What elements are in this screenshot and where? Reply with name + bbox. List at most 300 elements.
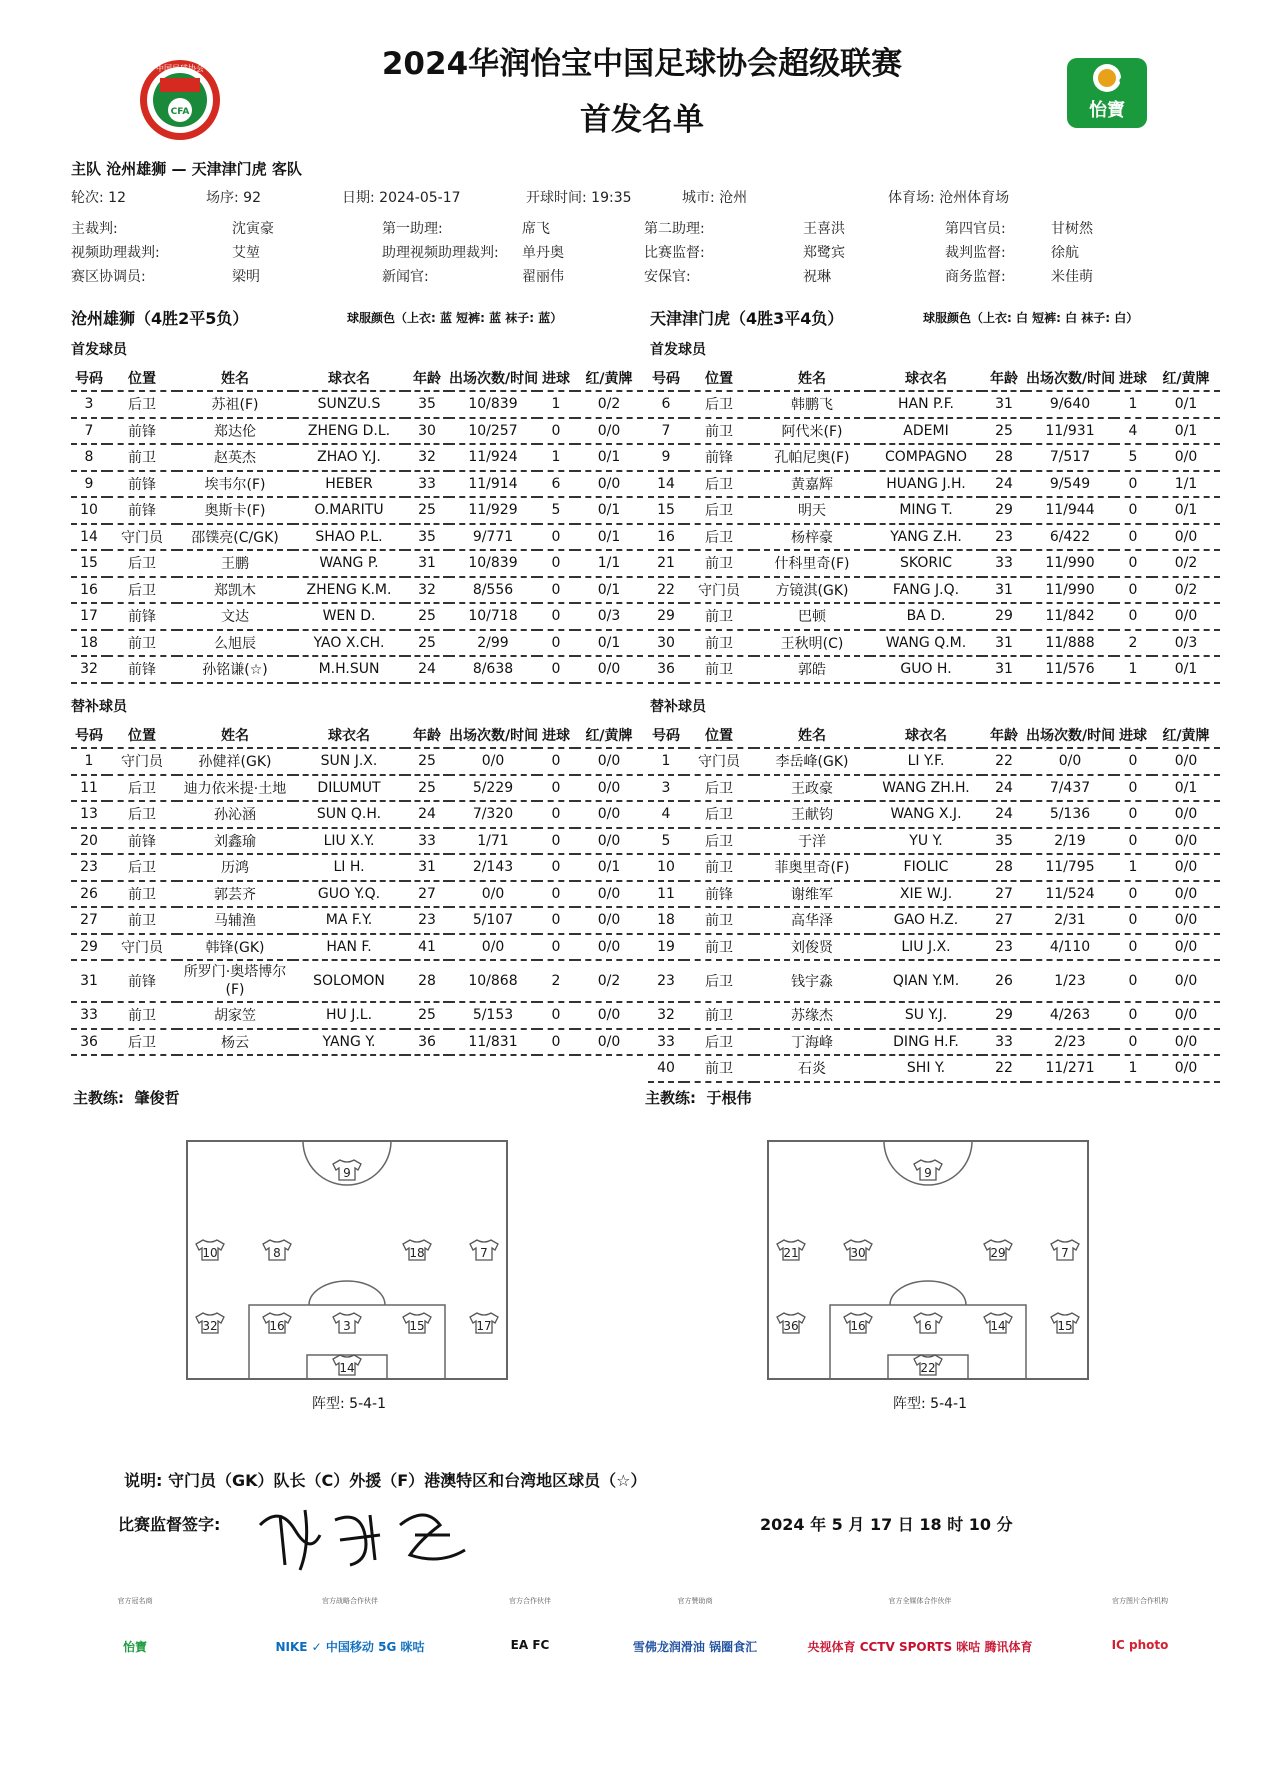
table-cell: 0/1 — [1152, 418, 1220, 445]
table-cell: 32 — [405, 577, 449, 604]
table-cell: 1/1 — [1152, 471, 1220, 498]
table-cell: SUNZU.S — [293, 391, 405, 418]
table-cell: 20 — [71, 828, 107, 855]
table-cell: 前卫 — [684, 603, 754, 630]
signature-label: 比赛监督签字: — [118, 1515, 221, 1534]
table-cell: 前卫 — [684, 907, 754, 934]
table-cell: 32 — [71, 656, 107, 683]
table-cell: 25 — [405, 748, 449, 775]
table-header-row — [648, 723, 1220, 748]
table-cell: 1/1 — [575, 550, 643, 577]
column-header: 位置 — [684, 723, 754, 748]
table-cell: 0 — [537, 881, 575, 908]
table-cell: 6 — [648, 391, 684, 418]
home-starters-heading: 首发球员 — [71, 342, 127, 358]
table-cell: 前卫 — [684, 550, 754, 577]
table-cell: SHI Y. — [870, 1055, 982, 1082]
column-header: 球衣名 — [293, 723, 405, 748]
home-coach-name: 肇俊哲 — [134, 1089, 180, 1107]
match-info-value: 19:35 — [591, 190, 632, 206]
table-cell: 0 — [1114, 775, 1152, 802]
table-cell: 5/229 — [449, 775, 537, 802]
table-cell: 25 — [405, 497, 449, 524]
table-cell: 28 — [405, 960, 449, 1002]
table-header-row — [71, 366, 643, 391]
table-cell: 0/0 — [575, 801, 643, 828]
table-cell: 0/0 — [449, 934, 537, 961]
table-cell: 后卫 — [107, 801, 177, 828]
table-cell: 36 — [648, 656, 684, 683]
table-cell: 钱宇淼 — [754, 960, 870, 1002]
table-cell: 0/1 — [575, 854, 643, 881]
table-cell: 1 — [537, 444, 575, 471]
table-cell: BA D. — [870, 603, 982, 630]
table-row — [71, 550, 643, 577]
table-cell: 9/549 — [1026, 471, 1114, 498]
sponsor-logo: 雪佛龙润滑油 锅圈食汇 — [632, 1640, 758, 1654]
table-cell: 王政豪 — [754, 775, 870, 802]
table-cell: 石炎 — [754, 1055, 870, 1082]
table-cell: 2/99 — [449, 630, 537, 657]
table-cell: 0 — [537, 1029, 575, 1056]
table-cell: 35 — [405, 391, 449, 418]
csl-logo-text: CSL — [1119, 77, 1138, 87]
table-cell: 9 — [648, 444, 684, 471]
table-cell: 14 — [71, 524, 107, 551]
table-cell: 30 — [648, 630, 684, 657]
table-cell: 2 — [537, 960, 575, 1002]
table-cell: SKORIC — [870, 550, 982, 577]
table-cell: 27 — [71, 907, 107, 934]
away-coach-name: 于根伟 — [706, 1089, 752, 1107]
column-header: 号码 — [71, 723, 107, 748]
away-coach — [645, 1087, 751, 1108]
table-cell: 孙铭谦(☆) — [177, 656, 293, 683]
sponsor-heading: 官方赞助商 — [677, 1597, 713, 1605]
table-cell: SOLOMON — [293, 960, 405, 1002]
table-cell: 0 — [1114, 1002, 1152, 1029]
official-label: 新闻官: — [382, 269, 429, 285]
table-cell: 后卫 — [684, 497, 754, 524]
table-cell: 奥斯卡(F) — [177, 497, 293, 524]
legend-note: 说明: 守门员（GK）队长（C）外援（F）港澳特区和台湾地区球员（☆） — [124, 1471, 647, 1490]
sponsor-heading: 官方全媒体合作伙伴 — [888, 1597, 952, 1605]
sponsor-heading: 官方战略合作伙伴 — [322, 1597, 378, 1605]
official-label: 商务监督: — [945, 269, 1006, 285]
table-cell: 所罗门·奥塔博尔(F) — [177, 960, 293, 1002]
table-header-row — [71, 723, 643, 748]
away-formation-pitch — [767, 1140, 1089, 1384]
column-header: 出场次数/时间 — [449, 723, 537, 748]
table-cell: 9/640 — [1026, 391, 1114, 418]
table-cell: 马辅渔 — [177, 907, 293, 934]
table-cell: LI Y.F. — [870, 748, 982, 775]
cfa-logo — [138, 58, 222, 142]
table-cell: 0/0 — [575, 775, 643, 802]
table-cell: 0 — [537, 550, 575, 577]
table-row — [648, 418, 1220, 445]
table-cell: WANG P. — [293, 550, 405, 577]
table-cell: 0/1 — [575, 577, 643, 604]
table-cell: 4/263 — [1026, 1002, 1114, 1029]
home-subs-heading: 替补球员 — [71, 699, 127, 715]
player-number: 7 — [480, 1246, 488, 1260]
table-cell: 1 — [1114, 854, 1152, 881]
table-cell: 0 — [1114, 550, 1152, 577]
table-cell: 25 — [405, 1002, 449, 1029]
table-cell: 19 — [648, 934, 684, 961]
table-cell: 刘鑫瑜 — [177, 828, 293, 855]
table-cell: 0/0 — [575, 828, 643, 855]
table-cell: 0/0 — [449, 748, 537, 775]
table-cell: 25 — [405, 630, 449, 657]
csl-logo — [1067, 58, 1147, 132]
table-cell: 9/771 — [449, 524, 537, 551]
column-header: 进球 — [1114, 723, 1152, 748]
table-row — [71, 881, 643, 908]
table-cell: 33 — [982, 1029, 1026, 1056]
table-cell: 0/0 — [1152, 854, 1220, 881]
table-cell: 23 — [982, 524, 1026, 551]
table-cell: 0/0 — [575, 881, 643, 908]
table-cell: 后卫 — [684, 471, 754, 498]
table-cell: 1 — [1114, 656, 1152, 683]
table-cell: 0/2 — [575, 960, 643, 1002]
table-row — [648, 471, 1220, 498]
table-cell: 22 — [982, 748, 1026, 775]
table-cell: 0 — [1114, 960, 1152, 1002]
official-value: 郑鹭宾 — [803, 245, 845, 261]
table-cell: 0/0 — [575, 1029, 643, 1056]
table-cell: 22 — [982, 1055, 1026, 1082]
player-number: 15 — [409, 1319, 425, 1333]
table-cell: 后卫 — [107, 577, 177, 604]
column-header: 球衣名 — [870, 366, 982, 391]
table-cell: 0/0 — [1152, 828, 1220, 855]
away-team-name: 天津津门虎（4胜3平4负） — [650, 309, 844, 328]
table-cell: 前卫 — [684, 656, 754, 683]
table-cell: 11/929 — [449, 497, 537, 524]
table-cell: 0 — [1114, 907, 1152, 934]
table-cell: HAN F. — [293, 934, 405, 961]
table-cell: 11/990 — [1026, 550, 1114, 577]
table-cell: 0 — [537, 828, 575, 855]
signature — [250, 1495, 480, 1575]
column-header: 姓名 — [177, 723, 293, 748]
table-cell: 22 — [648, 577, 684, 604]
home-subs-table — [71, 723, 643, 1056]
sponsor-logo: NIKE ✓ 中国移动 5G 咪咕 — [275, 1640, 425, 1654]
table-cell: HUANG J.H. — [870, 471, 982, 498]
table-cell: 什科里奇(F) — [754, 550, 870, 577]
table-cell: 33 — [648, 1029, 684, 1056]
table-cell: 3 — [648, 775, 684, 802]
table-cell: 26 — [982, 960, 1026, 1002]
table-cell: 10 — [648, 854, 684, 881]
table-cell: 韩鹏飞 — [754, 391, 870, 418]
table-cell: 10/718 — [449, 603, 537, 630]
player-number: 16 — [269, 1319, 285, 1333]
table-cell: 守门员 — [107, 934, 177, 961]
table-cell: 后卫 — [107, 391, 177, 418]
match-info-item — [682, 187, 747, 207]
table-row — [648, 550, 1220, 577]
table-row — [648, 907, 1220, 934]
csl-logo-brand: 怡寶 — [1089, 100, 1125, 121]
table-cell: 29 — [71, 934, 107, 961]
table-cell: 24 — [405, 801, 449, 828]
table-cell: 0 — [1114, 1029, 1152, 1056]
table-cell: SU Y.J. — [870, 1002, 982, 1029]
table-cell: QIAN Y.M. — [870, 960, 982, 1002]
official-label: 第四官员: — [945, 221, 1006, 237]
column-header: 红/黄牌 — [575, 366, 643, 391]
table-cell: 0/0 — [1152, 603, 1220, 630]
table-cell: 迪力依米提·土地 — [177, 775, 293, 802]
table-cell: 孙健祥(GK) — [177, 748, 293, 775]
table-row — [648, 524, 1220, 551]
official-label: 安保官: — [644, 269, 691, 285]
match-info-label: 场序: — [206, 190, 239, 206]
table-cell: 0/2 — [1152, 550, 1220, 577]
table-cell: 31 — [405, 854, 449, 881]
table-cell: 6/422 — [1026, 524, 1114, 551]
table-cell: 17 — [71, 603, 107, 630]
table-cell: 前卫 — [107, 630, 177, 657]
table-cell: 8/638 — [449, 656, 537, 683]
table-cell: SHAO P.L. — [293, 524, 405, 551]
table-cell: 0 — [1114, 577, 1152, 604]
player-number: 21 — [783, 1246, 799, 1260]
table-cell: 4/110 — [1026, 934, 1114, 961]
table-cell: 1/71 — [449, 828, 537, 855]
table-cell: 6 — [537, 471, 575, 498]
table-cell: 0/0 — [1026, 748, 1114, 775]
table-cell: 前锋 — [107, 497, 177, 524]
player-number: 7 — [1061, 1246, 1069, 1260]
player-number: 30 — [850, 1246, 866, 1260]
table-row — [648, 391, 1220, 418]
table-cell: YAO X.CH. — [293, 630, 405, 657]
table-row — [648, 1029, 1220, 1056]
table-cell: 明天 — [754, 497, 870, 524]
table-cell: 后卫 — [107, 775, 177, 802]
table-cell: DILUMUT — [293, 775, 405, 802]
table-cell: 后卫 — [684, 1029, 754, 1056]
table-row — [648, 577, 1220, 604]
table-row — [71, 775, 643, 802]
table-cell: 后卫 — [684, 960, 754, 1002]
table-cell: 0 — [537, 775, 575, 802]
table-cell: WANG X.J. — [870, 801, 982, 828]
match-info-item — [342, 187, 461, 207]
table-cell: 王秋明(C) — [754, 630, 870, 657]
table-cell: HAN P.F. — [870, 391, 982, 418]
official-value: 艾堃 — [232, 245, 260, 261]
table-cell: 1 — [537, 391, 575, 418]
table-cell: 0 — [537, 603, 575, 630]
table-cell: 11/842 — [1026, 603, 1114, 630]
column-header: 位置 — [684, 366, 754, 391]
column-header: 出场次数/时间 — [1026, 723, 1114, 748]
table-cell: 0 — [537, 907, 575, 934]
table-header-row — [648, 366, 1220, 391]
table-cell: 31 — [405, 550, 449, 577]
table-cell: 0 — [537, 418, 575, 445]
table-cell: SUN J.X. — [293, 748, 405, 775]
table-cell: GAO H.Z. — [870, 907, 982, 934]
table-cell: 15 — [71, 550, 107, 577]
match-info-label: 轮次: — [71, 190, 104, 206]
column-header: 姓名 — [177, 366, 293, 391]
table-cell: LIU J.X. — [870, 934, 982, 961]
table-cell: 24 — [982, 471, 1026, 498]
table-row — [71, 748, 643, 775]
table-cell: 0/0 — [1152, 524, 1220, 551]
table-cell: 5 — [1114, 444, 1152, 471]
match-info-item — [888, 187, 1009, 207]
table-cell: 0 — [537, 748, 575, 775]
table-cell: 15 — [648, 497, 684, 524]
column-header: 号码 — [71, 366, 107, 391]
player-number: 17 — [476, 1319, 492, 1333]
table-cell: 11/944 — [1026, 497, 1114, 524]
table-row — [71, 497, 643, 524]
table-cell: 于洋 — [754, 828, 870, 855]
table-row — [648, 497, 1220, 524]
table-cell: 11/795 — [1026, 854, 1114, 881]
official-value: 徐航 — [1051, 245, 1079, 261]
table-cell: 前卫 — [684, 1055, 754, 1082]
table-cell: 杨云 — [177, 1029, 293, 1056]
table-cell: 9 — [71, 471, 107, 498]
table-cell: 0/0 — [575, 1002, 643, 1029]
table-cell: 35 — [405, 524, 449, 551]
table-row — [71, 934, 643, 961]
table-cell: 0 — [537, 1002, 575, 1029]
table-cell: MING T. — [870, 497, 982, 524]
table-cell: 2 — [1114, 630, 1152, 657]
table-cell: 么旭辰 — [177, 630, 293, 657]
match-info-value: 沧州 — [719, 190, 748, 206]
table-cell: 0/2 — [575, 391, 643, 418]
table-cell: 7/320 — [449, 801, 537, 828]
table-cell: 23 — [648, 960, 684, 1002]
table-cell: YU Y. — [870, 828, 982, 855]
cfa-logo-abbr: CFA — [170, 107, 190, 117]
official-value: 甘树然 — [1051, 221, 1093, 237]
table-row — [71, 630, 643, 657]
table-cell: 前卫 — [107, 444, 177, 471]
table-row — [71, 444, 643, 471]
table-cell: 后卫 — [684, 828, 754, 855]
column-header: 球衣名 — [293, 366, 405, 391]
table-cell: 0/0 — [449, 881, 537, 908]
table-cell: 11/990 — [1026, 577, 1114, 604]
table-cell: 郑凯木 — [177, 577, 293, 604]
away-starters-table — [648, 366, 1220, 684]
table-cell: 24 — [405, 656, 449, 683]
match-info-label: 体育场: — [888, 190, 935, 206]
table-cell: ZHENG D.L. — [293, 418, 405, 445]
table-cell: 7/437 — [1026, 775, 1114, 802]
table-cell: 前卫 — [684, 1002, 754, 1029]
table-cell: 0/0 — [1152, 934, 1220, 961]
table-cell: 8 — [71, 444, 107, 471]
table-cell: GUO Y.Q. — [293, 881, 405, 908]
table-cell: 高华泽 — [754, 907, 870, 934]
table-cell: LIU X.Y. — [293, 828, 405, 855]
table-cell: 孔帕尼奥(F) — [754, 444, 870, 471]
sponsor-logo: IC photo — [1111, 1638, 1169, 1652]
table-cell: 0/0 — [575, 471, 643, 498]
match-info-label: 日期: — [342, 190, 375, 206]
table-cell: 1/23 — [1026, 960, 1114, 1002]
sponsor-logo: EA FC — [510, 1638, 550, 1652]
column-header: 年龄 — [982, 366, 1026, 391]
table-cell: 18 — [71, 630, 107, 657]
home-formation-label: 阵型: 5-4-1 — [312, 1396, 386, 1412]
home-coach — [73, 1087, 179, 1108]
table-cell: 后卫 — [107, 854, 177, 881]
away-subs-heading: 替补球员 — [650, 699, 706, 715]
table-cell: 11/524 — [1026, 881, 1114, 908]
table-cell: 10/868 — [449, 960, 537, 1002]
table-row — [71, 1002, 643, 1029]
table-cell: 0/0 — [575, 748, 643, 775]
table-cell: 后卫 — [107, 1029, 177, 1056]
table-cell: 前卫 — [684, 418, 754, 445]
official-label: 主裁判: — [71, 221, 118, 237]
table-cell: 4 — [648, 801, 684, 828]
column-header: 红/黄牌 — [1152, 723, 1220, 748]
table-row — [648, 828, 1220, 855]
table-cell: 前卫 — [107, 907, 177, 934]
table-cell: M.H.SUN — [293, 656, 405, 683]
player-number: 15 — [1057, 1319, 1073, 1333]
table-cell: 25 — [405, 775, 449, 802]
table-row — [648, 854, 1220, 881]
table-cell: 守门员 — [684, 577, 754, 604]
table-cell: 0 — [1114, 801, 1152, 828]
column-header: 年龄 — [405, 723, 449, 748]
table-cell: 2/31 — [1026, 907, 1114, 934]
table-cell: 0/0 — [1152, 1029, 1220, 1056]
table-cell: 守门员 — [107, 524, 177, 551]
table-cell: 35 — [982, 828, 1026, 855]
table-cell: 0 — [1114, 748, 1152, 775]
table-cell: 5/153 — [449, 1002, 537, 1029]
table-row — [71, 471, 643, 498]
table-cell: 守门员 — [684, 748, 754, 775]
table-cell: 前卫 — [684, 630, 754, 657]
sponsor-heading: 官方合作伙伴 — [509, 1597, 551, 1605]
table-cell: 0/0 — [1152, 801, 1220, 828]
column-header: 年龄 — [405, 366, 449, 391]
table-cell: 7 — [648, 418, 684, 445]
table-cell: 10/839 — [449, 550, 537, 577]
player-number: 14 — [990, 1319, 1006, 1333]
match-info-item — [71, 187, 126, 207]
table-cell: 11 — [648, 881, 684, 908]
official-label: 赛区协调员: — [71, 269, 146, 285]
official-label: 助理视频助理裁判: — [382, 245, 499, 261]
table-cell: 0 — [537, 656, 575, 683]
home-coach-label: 主教练: — [73, 1089, 124, 1107]
table-row — [71, 828, 643, 855]
table-cell: 0 — [537, 524, 575, 551]
player-number: 22 — [920, 1361, 936, 1375]
